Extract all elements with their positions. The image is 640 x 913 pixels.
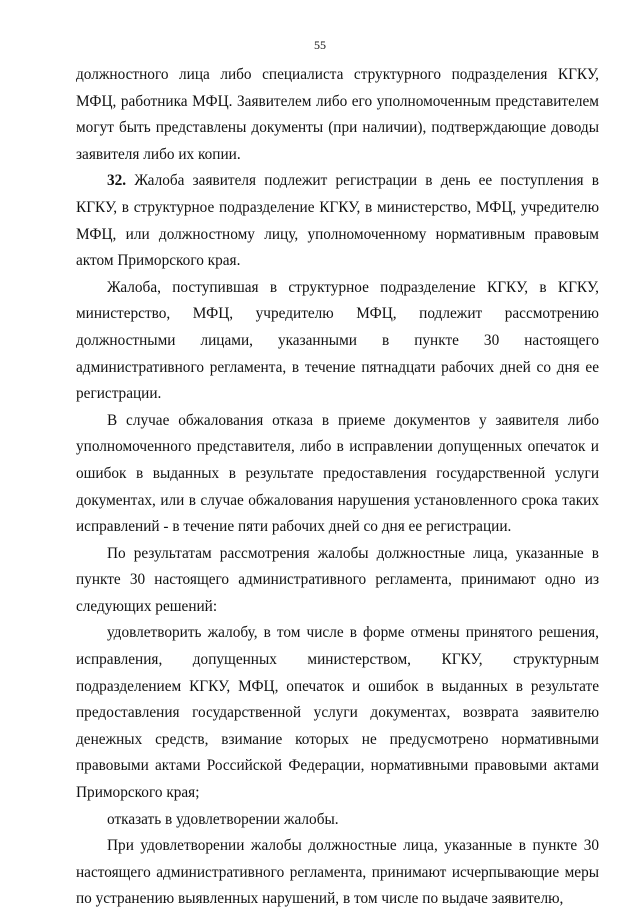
paragraph-review-period: Жалоба, поступившая в структурное подразделение КГКУ, в КГКУ, министерство, МФЦ, учредителю МФЦ, подлежит рассмотрению должностными лицами, указанными в пункте 30 настоящего административного регламента, в течение пятнадцати рабочих дней со дня ее регистрации. (76, 278, 599, 403)
clause-text: Жалоба заявителя подлежит регистрации в день ее поступления в КГКУ, в структурное подразделение КГКУ, в министерство, МФЦ, учредителю МФЦ, или должностному лицу, уполномоченному нормативным правовым актом Приморского края. (76, 172, 599, 270)
paragraph-decision-satisfy: удовлетворить жалобу, в том числе в форме отмены принятого решения, исправления, допущенных министерством, КГКУ, структурным подразделением КГКУ, МФЦ, опечаток и ошибок в выданных в результате предоставления государственной услуги документах, возврата заявителю денежных средств, взимание которых не предусмотрено нормативными правовыми актами Российской Федерации, нормативными правовыми актами Приморского края; (76, 624, 599, 802)
paragraph-clause-32 (76, 168, 599, 274)
document-body (76, 62, 599, 913)
paragraph-decisions: По результатам рассмотрения жалобы должностные лица, указанные в пункте 30 настоящего административного регламента, принимают одно из следующих решений: (76, 544, 599, 615)
paragraph-decision-refuse: отказать в удовлетворении жалобы. (107, 810, 339, 828)
paragraph-refusal-appeal: В случае обжалования отказа в приеме документов у заявителя либо уполномоченного представителя, либо в исправлении допущенных опечаток и ошибок в выданных в результате предоставления государственной услуги документах, или в случае обжалования нарушения установленного срока таких исправлений - в течение пяти рабочих дней со дня ее регистрации. (76, 411, 599, 536)
paragraph-continuation: должностного лица либо специалиста структурного подразделения КГКУ, МФЦ, работника МФЦ. Заявителем либо его уполномоченным представителем могут быть представлены документы (при наличии), подтверждающие доводы заявителя либо их копии. (76, 66, 599, 163)
clause-number: 32. (107, 172, 127, 190)
paragraph-satisfaction-measures: При удовлетворении жалобы должностные лица, указанные в пункте 30 настоящего административного регламента, принимают исчерпывающие меры по устранению выявленных нарушений, в том числе по выдаче заявителю, (76, 837, 599, 908)
page-number: 55 (314, 38, 326, 52)
